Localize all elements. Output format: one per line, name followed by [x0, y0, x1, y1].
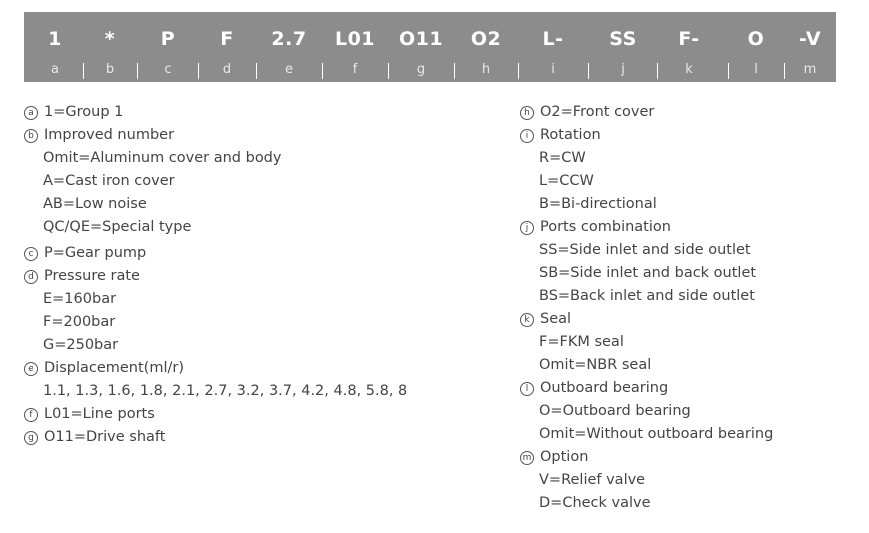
legend-item-d [24, 265, 484, 288]
circled-letter-icon: k [520, 313, 534, 327]
legend-subitem: A=Cast iron cover [43, 173, 175, 189]
code-value: L- [542, 28, 564, 50]
code-letter: l [754, 62, 758, 77]
code-cell-f [322, 12, 388, 82]
code-cell-h [454, 12, 518, 82]
legend-item-i [520, 124, 850, 147]
legend-subitem: Omit=NBR seal [539, 357, 652, 373]
legend-subitem: QC/QE=Special type [43, 219, 192, 235]
legend-item-j [520, 216, 850, 239]
code-cell-e [256, 12, 322, 82]
legend-subitem: G=250bar [43, 337, 119, 353]
code-value: 1 [48, 28, 62, 50]
code-value: F [220, 28, 234, 50]
circled-letter-icon: c [24, 247, 38, 261]
code-cell-b [83, 12, 137, 82]
code-letter: h [481, 62, 491, 77]
legend-subitem: R=CW [539, 150, 586, 166]
legend-text: Option [540, 449, 589, 465]
legend-item-m [520, 446, 850, 469]
code-value: 2.7 [271, 28, 307, 50]
code-value: F- [678, 28, 700, 50]
code-cell-l [721, 12, 791, 82]
code-value: * [104, 28, 116, 50]
code-cell-k [657, 12, 721, 82]
circled-letter-icon: h [520, 106, 534, 120]
legend-text: P=Gear pump [44, 245, 147, 261]
code-letter: f [352, 62, 358, 77]
code-value: L01 [334, 28, 376, 50]
legend-text: Ports combination [540, 219, 671, 235]
code-cell-m [784, 12, 836, 82]
legend-left-column [24, 101, 484, 449]
code-value: SS [609, 28, 637, 50]
code-letter: d [222, 62, 232, 77]
legend-subitem: AB=Low noise [43, 196, 147, 212]
legend-text: Rotation [540, 127, 601, 143]
legend-text: L01=Line ports [44, 406, 155, 422]
legend-subitem: 1.1, 1.3, 1.6, 1.8, 2.1, 2.7, 3.2, 3.7, 4.2, 4.8, 5.8, 8 [43, 383, 408, 399]
legend-subitem: F=FKM seal [539, 334, 624, 350]
circled-letter-icon: f [24, 408, 38, 422]
legend-subitem: L=CCW [539, 173, 594, 189]
code-letter: e [285, 62, 293, 77]
code-cell-g [388, 12, 454, 82]
legend-subitem: D=Check valve [539, 495, 651, 511]
legend-item-b [24, 124, 484, 147]
legend-text: O11=Drive shaft [44, 429, 166, 445]
legend-text: O2=Front cover [540, 104, 655, 120]
legend-text: 1=Group 1 [44, 104, 124, 120]
circled-letter-icon: j [520, 221, 534, 235]
code-cell-d [198, 12, 256, 82]
legend-item-c [24, 242, 484, 265]
legend-item-h [520, 101, 850, 124]
legend-subitem: Omit=Without outboard bearing [539, 426, 774, 442]
legend-subitem: BS=Back inlet and side outlet [539, 288, 755, 304]
code-value: P [160, 28, 176, 50]
legend-text: Improved number [44, 127, 175, 143]
legend-item-g [24, 426, 484, 449]
circled-letter-icon: m [520, 451, 534, 465]
legend-text: Displacement(ml/r) [44, 360, 184, 376]
legend-item-a [24, 101, 484, 124]
code-letter: k [685, 62, 693, 77]
legend-item-e [24, 357, 484, 380]
code-letter: g [416, 62, 426, 77]
legend-subitem: SB=Side inlet and back outlet [539, 265, 757, 281]
code-value: O2 [470, 28, 502, 50]
legend-subitem: E=160bar [43, 291, 117, 307]
code-value: O [747, 28, 765, 50]
circled-letter-icon: i [520, 129, 534, 143]
code-letter: m [803, 62, 817, 77]
legend-right-column [520, 101, 850, 515]
legend-text: Outboard bearing [540, 380, 669, 396]
circled-letter-icon: g [24, 431, 38, 445]
circled-letter-icon: e [24, 362, 38, 376]
circled-letter-icon: a [24, 106, 38, 120]
code-cell-j [588, 12, 658, 82]
code-letter: b [105, 62, 115, 77]
legend-item-f [24, 403, 484, 426]
model-code-bar [24, 12, 836, 82]
circled-letter-icon: l [520, 382, 534, 396]
legend-subitem: V=Relief valve [539, 472, 646, 488]
code-letter: a [51, 62, 59, 77]
code-letter: i [551, 62, 555, 77]
code-value: -V [798, 28, 822, 50]
legend-text: Seal [540, 311, 572, 327]
circled-letter-icon: d [24, 270, 38, 284]
code-cell-c [137, 12, 199, 82]
legend-text: Pressure rate [44, 268, 140, 284]
code-cell-i [518, 12, 588, 82]
legend-subitem: B=Bi-directional [539, 196, 657, 212]
code-value: O11 [398, 28, 444, 50]
legend-subitem: O=Outboard bearing [539, 403, 691, 419]
code-cell-a [24, 12, 86, 82]
circled-letter-icon: b [24, 129, 38, 143]
code-letter: c [164, 62, 172, 77]
legend-item-k [520, 308, 850, 331]
legend-subitem: F=200bar [43, 314, 116, 330]
code-letter: j [621, 62, 625, 77]
legend-item-l [520, 377, 850, 400]
legend-subitem: SS=Side inlet and side outlet [539, 242, 751, 258]
legend-subitem: Omit=Aluminum cover and body [43, 150, 282, 166]
